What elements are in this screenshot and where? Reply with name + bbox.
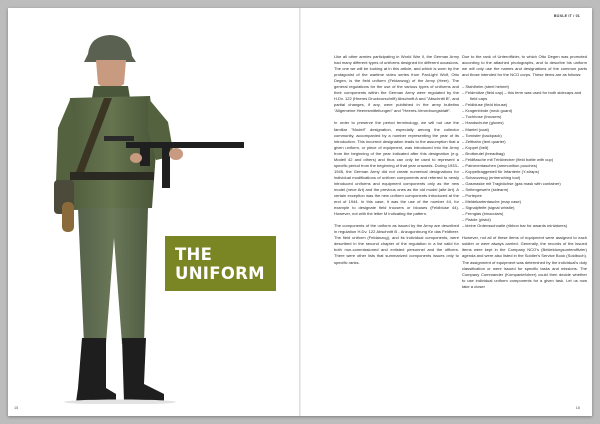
- page-number-left: 15: [14, 406, 19, 410]
- page-gutter: [299, 8, 301, 416]
- list-item: – Mantel (coat): [462, 127, 587, 133]
- paragraph: Due to the rank of Unteroffizier, to which Otto Degen was promoted according to the attached photographs, and to describe his uniform we will only use the names and designations of the common parts and those intended for the NCO corps. These items are as follows:: [462, 54, 587, 78]
- submachine-gun-shape: [126, 142, 244, 148]
- list-item: – Gasmaske mit Tragbüchse (gas mask with container): [462, 181, 587, 187]
- book-spread: [8, 8, 592, 416]
- list-item: – Patronentaschen (ammunition pouches): [462, 163, 587, 169]
- list-item: – Feldflasche mit Trinkbecher (field bottle with cup): [462, 157, 587, 163]
- trousers-shape: [78, 208, 148, 344]
- list-item: – Handschuhe (gloves): [462, 120, 587, 126]
- list-item: – Feldbluse (field blouse): [462, 102, 587, 108]
- text-column-1: [334, 54, 459, 272]
- title-box: [165, 236, 276, 291]
- list-item: – Fernglas (binoculars): [462, 211, 587, 217]
- title-line-1: THE: [175, 244, 213, 264]
- list-item: – Schanzzeug (entrenching tool): [462, 175, 587, 181]
- list-item: – Seitengewehr (sidearm): [462, 187, 587, 193]
- list-item: – Tuchhose (trousers): [462, 114, 587, 120]
- list-item: – Koppeltraggestell für Infanterie (Y-straps): [462, 169, 587, 175]
- list-item: – Kragenbinde (neck guard): [462, 108, 587, 114]
- title-line-2: UNIFORM: [175, 263, 265, 283]
- list-item: – Feldmütze (field cap) – this term was used for both sidecaps and field caps: [462, 90, 587, 102]
- list-item: – Tornister (backpack): [462, 133, 587, 139]
- soldier-photo: [44, 32, 244, 404]
- boot-right: [122, 338, 164, 402]
- list-item: – Portepee: [462, 193, 587, 199]
- paragraph: In order to preserve the period terminology, we will not use the familiar "Modell" designation, especially among the collector community, accompanied by a number representing the year of its introduction. This incorrect designation leads to the assumption that a given uniform, or piece of equipment, was introduced into the Army from the beginning of the year indicated after this designation (e.g. Modell 42 and others) and thus can only be used to represent a specific period from the beginning of that year onwards. During 1933–1945, the German Army did not create numerical designations for individual modifications of uniform components and referred to newly introduced uniforms and equipment components only as the new model (neue Art) and the previous ones as the old model (alte Art). A certain exception was the new uniform components introduced at the end of 1944. In this case, it was the use of the number 44, for example to designate field trousers or blouses (Feldbluse 44). However, not with the letter M indicating the pattern.: [334, 120, 459, 217]
- list-item: – Koppel (belt): [462, 145, 587, 151]
- list-item: – Brotbeutel (breadbag): [462, 151, 587, 157]
- text-column-2: [462, 54, 587, 296]
- equipment-list: [462, 84, 587, 229]
- running-head: BOXLE IT / 01: [553, 14, 580, 18]
- paragraph: The components of the uniform as issued by the Army are described in regulation H.Dv. 122 Abschnitt B - Anzugordnung für das Feldheer. The field uniform (Feldanzug), and its individual components, were described in the second chapter of the regulation in a list valid for both non-commissioned and enlisted personnel and the officers. There were other lists that summarized components issues only to specific ranks.: [334, 223, 459, 265]
- paragraph: However, not all of these items of equipment were assigned to each soldier or were always carried. Generally, the records of the issued items were kept in the Company NCO's (Bekleidungsunteroffizier) agenda and were also listed in the Soldier's Service Book (Soldbuch). The assignment of equipment was determined by the individual's duty classification or were issued for specific tasks and missions. The Company Commander (Kompaniefuhrer) could then decide whether to use individual uniform components for a given task. Let us now take a closer: [462, 235, 587, 289]
- helmet-shape: [84, 35, 136, 62]
- list-item: – Pistole (pistol): [462, 217, 587, 223]
- list-item: – Stahlhelm (steel helmet): [462, 84, 587, 90]
- paragraph: Like all other armies participating in World War II, the German Army had many different types of uniforms designed for different occasions. The one we will be looking at in this article, and which is worn by the protagonist of the wartime video series from PanLight Wolf, Otto Degen, is the field uniform (Feldanzug) of the Army (Heer). The general regulations for the use of the various types of uniforms and their components within the German Army were regulated by the H.Dv. 122 (Heeres Druckvorschrift) Abschnitt A and "Abschnitt B", and partial changes, if any, were published in the army bulletins "Allgemeine Heeresmitteilungen" and "Heeres-Verordnungsblatt".: [334, 54, 459, 114]
- list-item: – Zeltbahn (tent quarter): [462, 139, 587, 145]
- list-item: – kleine Ordensschnalle (ribbon bar for awards miniatures): [462, 223, 587, 229]
- boot-left: [76, 338, 116, 402]
- list-item: – Meldekartentasche (map case): [462, 199, 587, 205]
- list-item: – Signalpfeife (signal whistle): [462, 205, 587, 211]
- page-number-right: 16: [575, 406, 580, 410]
